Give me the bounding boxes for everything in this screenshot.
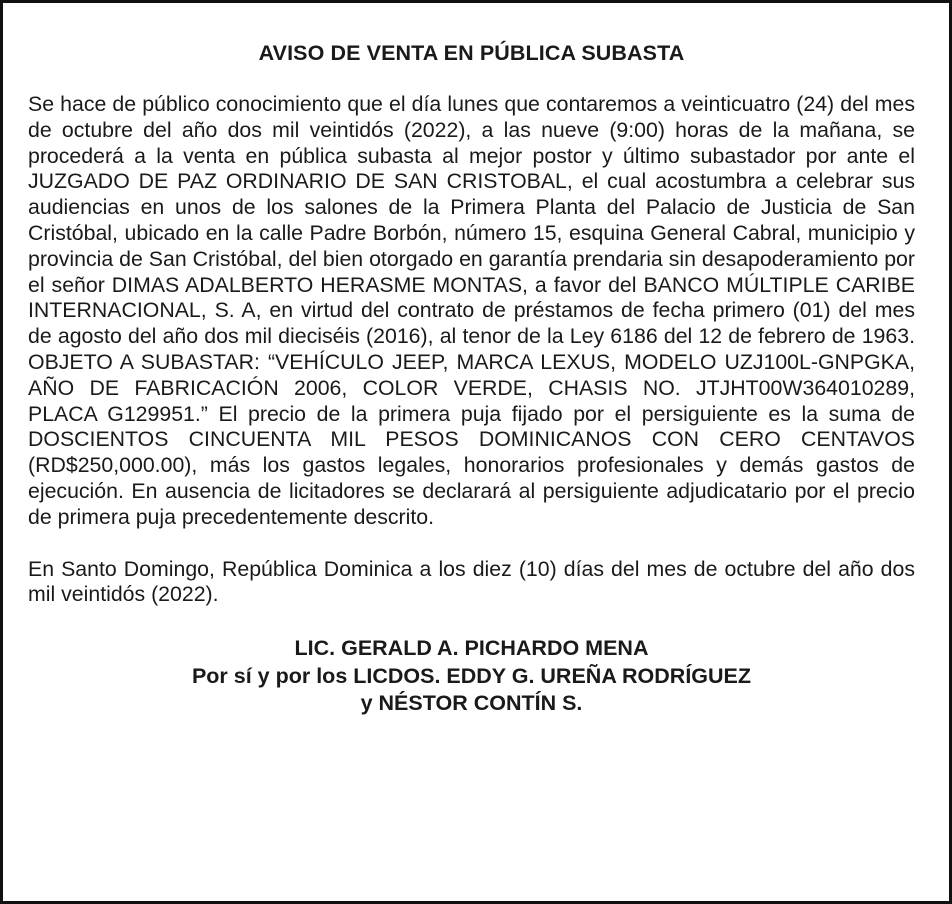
closing-paragraph: En Santo Domingo, República Dominica a los diez (10) días del mes de octubre del año dos mil veintidós (2022).	[28, 556, 915, 607]
signatory-name: LIC. GERALD A. PICHARDO MENA	[294, 636, 649, 661]
signatory-on-behalf: Por sí y por los LICDOS. EDDY G. UREÑA RODRÍGUEZ	[191, 663, 752, 688]
notice-body-paragraph: Se hace de público conocimiento que el día lunes que contaremos a veinticuatro (24) del mes de octubre del año dos mil veintidós (2022), a las nueve (9:00) horas de la mañana, se procederá a la venta en pública subasta al mejor postor y último subastador por ante el JUZGADO DE PAZ ORDINARIO DE SAN CRISTOBAL, el cual acostumbra a celebrar sus audiencias en unos de los salones de la Primera Planta del Palacio de Justicia de San Cristóbal, ubicado en la calle Padre Borbón, número 15, esquina General Cabral, municipio y provincia de San Cristóbal, del bien otorgado en garantía prendaria sin desapoderamiento por el señor DIMAS ADALBERTO HERASME MONTAS, a favor del BANCO MÚLTIPLE CARIBE INTERNACIONAL, S. A, en virtud del contrato de préstamos de fecha primero (01) del mes de agosto del año dos mil dieciséis (2016), al tenor de la Ley 6186 del 12 de febrero de 1963. OBJETO A SUBASTAR: “VEHÍCULO JEEP, MARCA LEXUS, MODELO UZJ100L-GNPGKA, AÑO DE FABRICACIÓN 2006, COLOR VERDE, CHASIS NO. JTJHT00W364010289, PLACA G129951.” El precio de la primera puja fijado por el persiguiente es la suma de DOSCIENTOS CINCUENTA MIL PESOS DOMINICANOS CON CERO CENTAVOS (RD$250,000.00), más los gastos legales, honorarios profesionales y demás gastos de ejecución. En ausencia de licitadores se declarará al persiguiente adjudicatario por el precio de primera puja precedentemente descrito.	[28, 92, 915, 529]
notice-title: AVISO DE VENTA EN PÚBLICA SUBASTA	[258, 41, 685, 65]
signature-block	[28, 635, 915, 718]
signatory-co-counsel: y NÉSTOR CONTÍN S.	[360, 691, 583, 716]
